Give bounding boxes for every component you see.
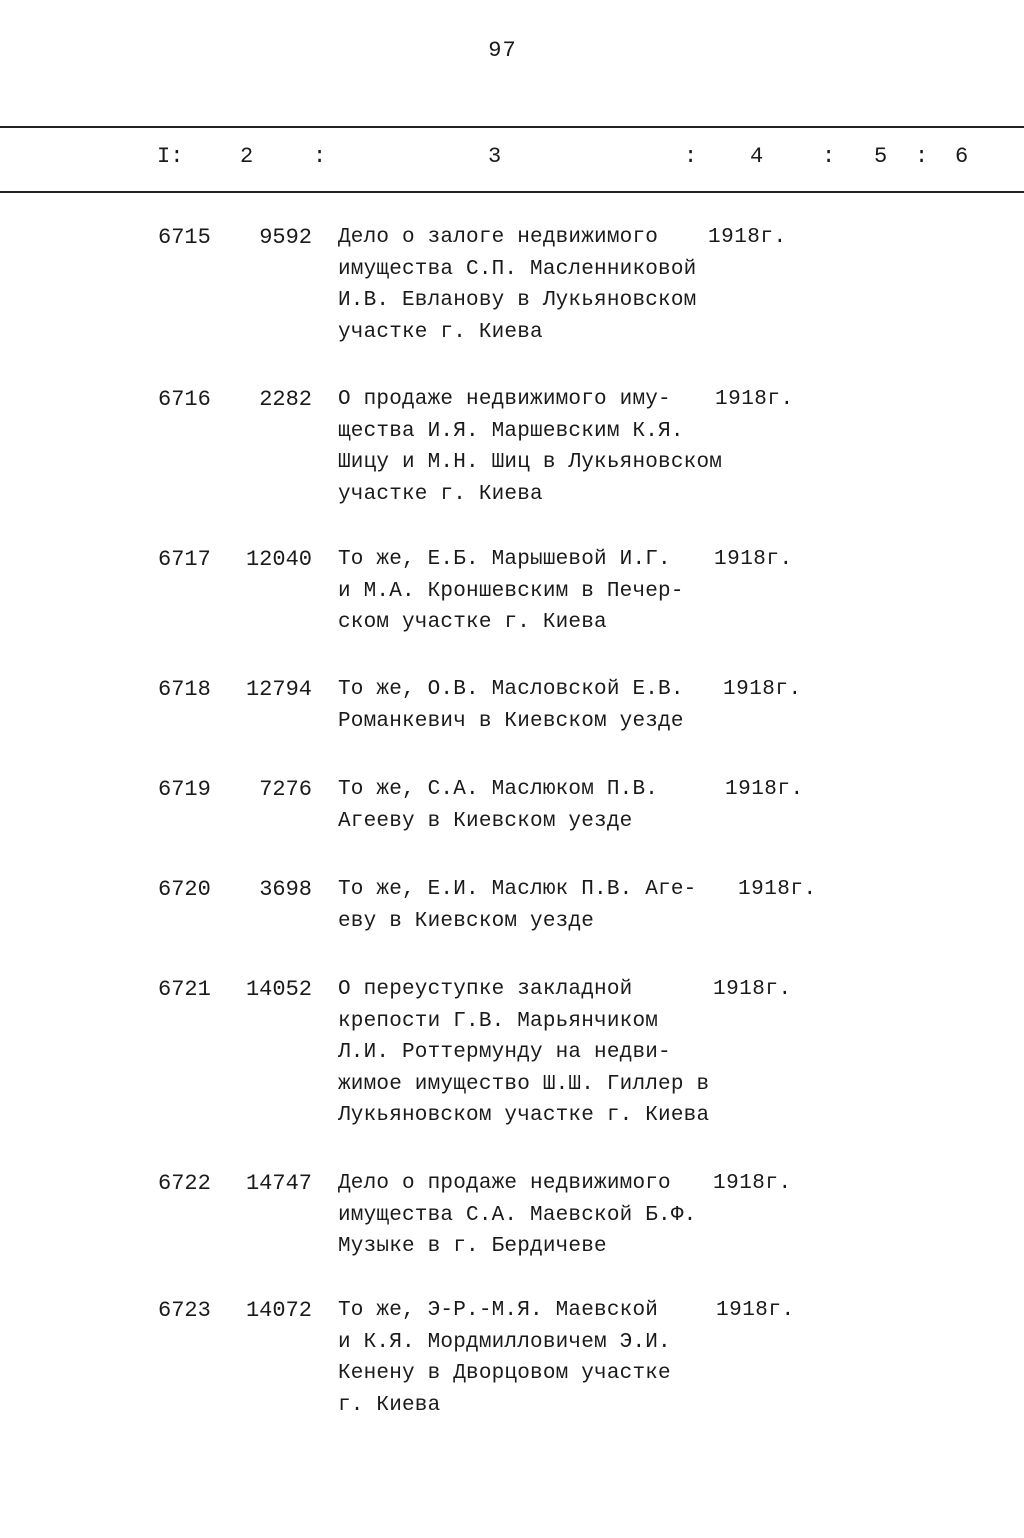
description-line: еву в Киевском уезде — [338, 909, 595, 933]
entry-number: 6716 — [158, 387, 211, 412]
description-line: Музыке в г. Бердичеве — [338, 1235, 607, 1258]
entry-number: 6717 — [158, 547, 211, 572]
entry-number: 6715 — [158, 225, 211, 250]
entry-description — [338, 774, 658, 837]
description-line: Лукьяновском участке г. Киева — [338, 1104, 710, 1127]
entry-year: 1918г. — [715, 388, 794, 411]
entry-year: 1918г. — [723, 678, 802, 701]
entry-year: 1918г. — [713, 1172, 792, 1195]
description-line: ском участке г. Киева — [338, 611, 607, 634]
description-line: имущества С.П. Масленниковой — [338, 257, 697, 281]
header-bottom-rule — [0, 191, 1024, 193]
entry-number: 6723 — [158, 1298, 211, 1323]
entry-description — [338, 874, 696, 937]
description-line: То же, Э-Р.-М.Я. Маевской — [338, 1299, 659, 1322]
column-header: 5 — [874, 144, 888, 169]
entry-description — [338, 1295, 671, 1421]
entry-year: 1918г. — [716, 1299, 795, 1322]
entry-description — [338, 674, 684, 737]
entry-year: 1918г. — [708, 226, 787, 249]
column-header: 3 — [488, 144, 502, 169]
column-header: 4 — [750, 144, 764, 169]
description-line: и К.Я. Мордмилловичем Э.И. — [338, 1330, 671, 1354]
entry-reference-number: 12040 — [245, 547, 312, 572]
column-header: 2 — [240, 144, 254, 169]
header-top-rule — [0, 126, 1024, 128]
column-header: : — [915, 144, 929, 169]
description-line: щества И.Я. Маршевским К.Я. — [338, 419, 684, 443]
description-line: И.В. Евланову в Лукьяновском — [338, 289, 697, 312]
entry-year: 1918г. — [713, 978, 792, 1001]
entry-description — [338, 222, 696, 348]
description-line: О переуступке закладной — [338, 978, 633, 1001]
entry-description — [338, 544, 684, 639]
description-line: То же, Е.И. Маслюк П.В. Аге- — [338, 878, 697, 901]
column-header: : — [313, 144, 327, 169]
entry-year: 1918г. — [738, 878, 817, 901]
description-line: и М.А. Кроншевским в Печер- — [338, 579, 684, 603]
entry-reference-number: 7276 — [259, 777, 312, 802]
description-line: Шицу и М.Н. Шиц в Лукьяновском — [338, 451, 723, 474]
entry-description — [338, 974, 709, 1132]
column-header: I: — [157, 144, 184, 169]
entry-reference-number: 9592 — [259, 225, 312, 250]
entry-reference-number: 14747 — [245, 1171, 312, 1196]
entry-description — [338, 1168, 696, 1263]
column-header: 6 — [955, 144, 969, 169]
entry-year: 1918г. — [725, 778, 804, 801]
column-header: : — [684, 144, 698, 169]
description-line: участке г. Киева — [338, 482, 543, 506]
entry-reference-number: 14052 — [245, 977, 312, 1002]
entry-number: 6721 — [158, 977, 211, 1002]
description-line: О продаже недвижимого иму- — [338, 388, 671, 411]
page-number: 97 — [488, 38, 517, 63]
description-line: Романкевич в Киевском уезде — [338, 709, 684, 733]
description-line: То же, О.В. Масловской Е.В. — [338, 678, 684, 701]
description-line: Кенену в Дворцовом участке — [338, 1362, 671, 1385]
description-line: То же, Е.Б. Марышевой И.Г. — [338, 548, 671, 571]
description-line: Л.И. Роттермунду на недви- — [338, 1041, 671, 1064]
description-line: участке г. Киева — [338, 320, 543, 344]
description-line: крепости Г.В. Марьянчиком — [338, 1009, 659, 1033]
column-header: : — [822, 144, 836, 169]
entry-reference-number: 12794 — [245, 677, 312, 702]
entry-number: 6719 — [158, 777, 211, 802]
entry-description — [338, 384, 722, 510]
entry-number: 6718 — [158, 677, 211, 702]
entry-number: 6720 — [158, 877, 211, 902]
entry-year: 1918г. — [714, 548, 793, 571]
description-line: жимое имущество Ш.Ш. Гиллер в — [338, 1072, 710, 1096]
description-line: Дело о залоге недвижимого — [338, 226, 659, 249]
entry-number: 6722 — [158, 1171, 211, 1196]
entry-reference-number: 2282 — [259, 387, 312, 412]
description-line: То же, С.А. Маслюком П.В. — [338, 778, 659, 801]
entry-reference-number: 3698 — [259, 877, 312, 902]
entry-reference-number: 14072 — [245, 1298, 312, 1323]
description-line: имущества С.А. Маевской Б.Ф. — [338, 1203, 697, 1227]
description-line: Агееву в Киевском уезде — [338, 809, 633, 833]
description-line: Дело о продаже недвижимого — [338, 1172, 671, 1195]
description-line: г. Киева — [338, 1393, 441, 1417]
